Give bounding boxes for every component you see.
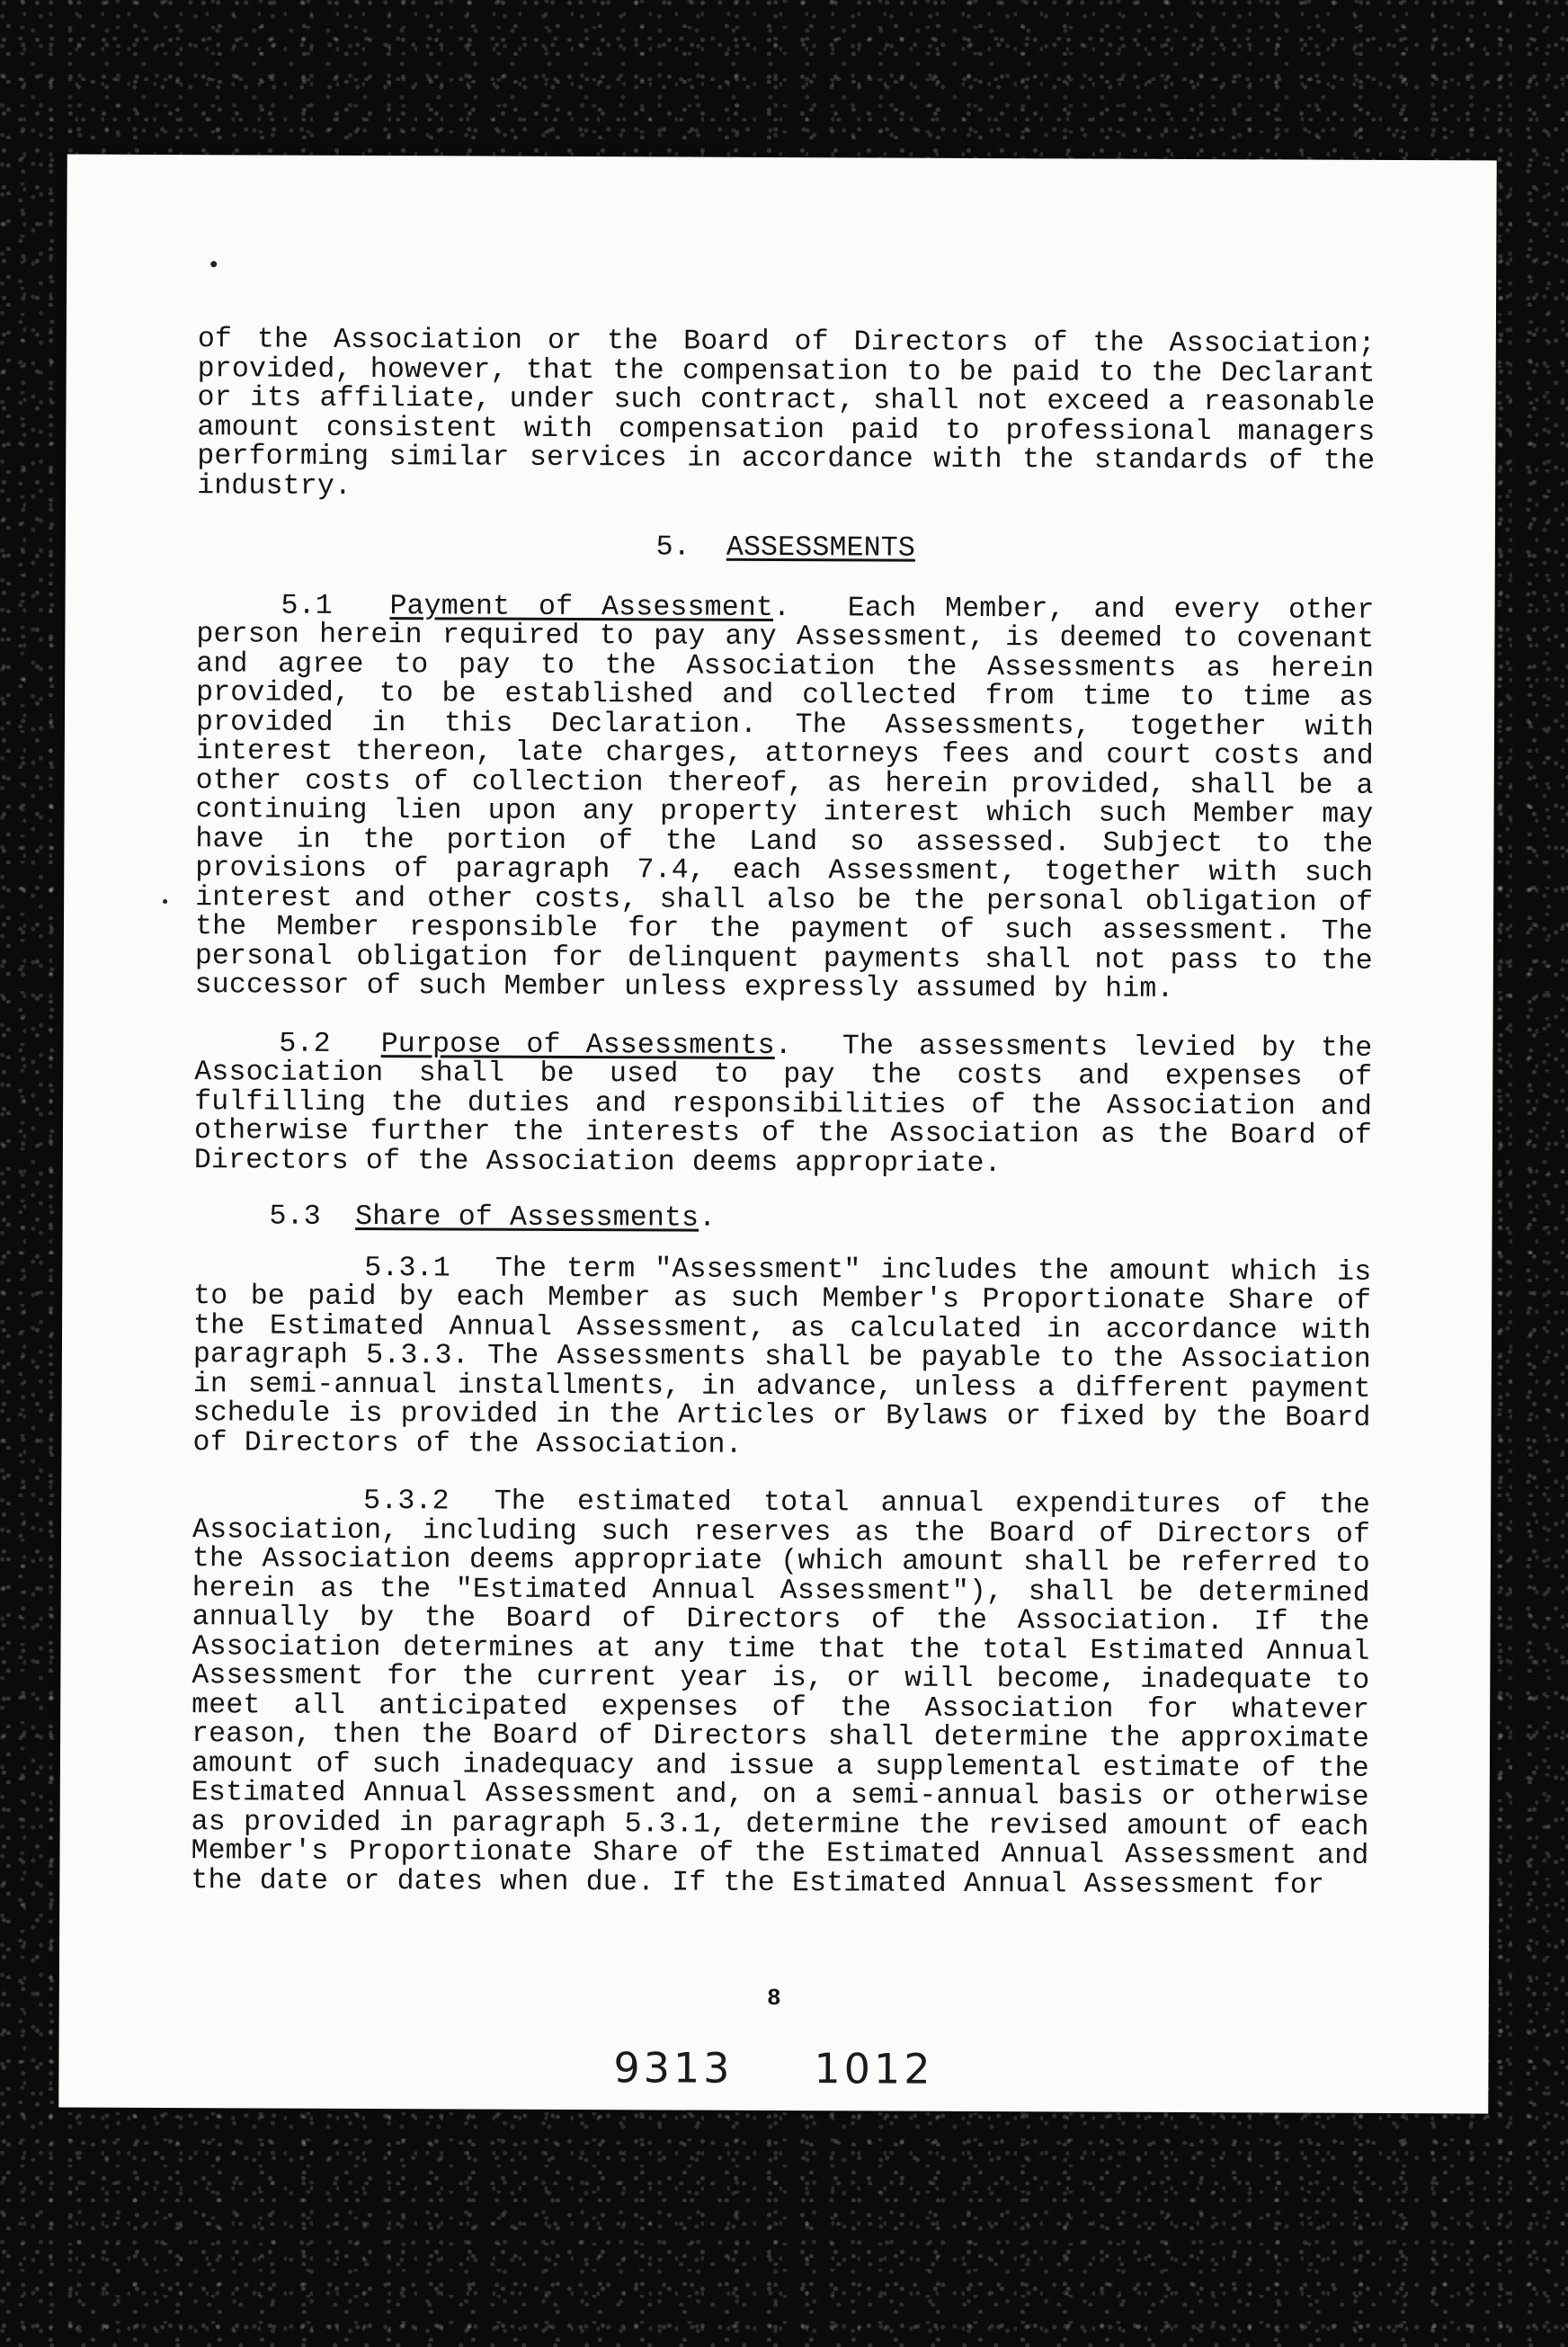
paragraph-5-3: 5.3 Share of Assessments.: [269, 1200, 717, 1235]
paragraph-5-3-1: [192, 1254, 1371, 1463]
stamp-page: 1012: [814, 2044, 934, 2093]
paragraph-heading: Share of Assessments: [355, 1200, 699, 1235]
paragraph-number: 5.1: [281, 590, 333, 622]
margin-mark: [163, 899, 167, 904]
paragraph-body: Each Member, and every other person herein required to pay any Assessment, is deemed to covenant and agree to pay to the Association the Assessments as herein provided, to be established and collected from time to time as provided in this Declaration. The Assessments, together with interest thereon, late charges, attorneys fees and court costs and other costs of collection thereof, as herein provided, shall be a continuing lien upon any property interest which such Member may have in the portion of the Land so assessed. Subject to the provisions of paragraph 7.4, each Assessment, together with such interest and other costs, shall also be the personal obligation of the Member responsible for the payment of such assessment. The personal obligation for delinquent payments shall not pass to the successor of such Member unless expressly assumed by him.: [194, 592, 1375, 1005]
section-number: 5.: [655, 531, 690, 564]
section-heading: [197, 531, 1375, 566]
margin-mark: [210, 261, 217, 267]
paragraph-body: The term "Assessment" includes the amount which is to be paid by each Member as such Member's Proportionate Share of the Estimated Annual Assessment, as calculated in accordance with paragraph 5.3.3. The Assessments shall be payable to the Association in semi-annual installments, in advance, unless a different payment schedule is provided in the Articles or Bylaws or fixed by the Board of Directors of the Association.: [192, 1253, 1372, 1461]
paragraph-heading: Purpose of Assessments: [380, 1028, 775, 1062]
paragraph-5-3-2: [191, 1486, 1370, 1901]
paragraph-body: The assessments levied by the Association shall be used to pay the costs and expenses of fulfilling the duties and responsibilities of the Association and otherwise further the interests of the Association as the Board of Directors of the Association deems appropriate.: [193, 1030, 1373, 1180]
intro-paragraph: of the Association or the Board of Directors of the Association; provided, however, that the compensation to be paid to the Declarant or its affiliate, under such contract, shall not exceed a reasonable amount consistent with compensation paid to professional managers performing similar services in accordance with the standards of the industry.: [197, 324, 1376, 503]
paragraph-heading: Payment of Assessment: [389, 590, 774, 624]
paragraph-5-2: 5.2 Purpose of Assessments. The assessments levied by the Association shall be used to pay the costs and expenses of fulfilling the duties and responsibilities of the Association and otherwise further the interests of the Association as the Board of Directors of the Association deems appropriate.: [193, 1028, 1373, 1180]
document-body: [191, 326, 1376, 1901]
section-title: ASSESSMENTS: [726, 531, 916, 565]
page-number: 8: [766, 1984, 781, 2012]
document-page: [58, 155, 1496, 2114]
paragraph-5-1: 5.1 Payment of Assessment. Each Member, and every other person herein required to pay any Assessment, is deemed to covenant and agree to pay to the Association the Assessments as herein provided, to be established and collected from time to time as provided in this Declaration. The Assessments, together with interest thereon, late charges, attorneys fees and court costs and other costs of collection thereof, as herein provided, shall be a continuing lien upon any property interest which such Member may have in the portion of the Land so assessed. Subject to the provisions of paragraph 7.4, each Assessment, together with such interest and other costs, shall also be the personal obligation of the Member responsible for the payment of such assessment. The personal obligation for delinquent payments shall not pass to the successor of such Member unless expressly assumed by him.: [194, 590, 1375, 1005]
stamp-book: 9313: [613, 2043, 734, 2093]
paragraph-number: 5.2: [279, 1028, 331, 1060]
paragraph-number: 5.3: [269, 1200, 321, 1233]
paragraph-number: 5.3.1: [364, 1252, 450, 1284]
paragraph-number: 5.3.2: [363, 1485, 450, 1518]
recording-stamp: [58, 2041, 1488, 2096]
paragraph-body: The estimated total annual expenditures of the Association, including such reserves as the Board of Directors of the Association deems appropriate (which amount shall be referred to herein as the "Estimated Annual Assessment"), shall be determined annually by the Board of Directors of the Association. If the Association determines at any time that the total Estimated Annual Assessment for the current year is, or will become, inadequate to meet all anticipated expenses of the Association for whatever reason, then the Board of Directors shall determine the approximate amount of such inadequacy and issue a supplemental estimate of the Estimated Annual Assessment and, on a semi-annual basis or otherwise as provided in paragraph 5.3.1, determine the revised amount of each Member's Proportionate Share of the Estimated Annual Assessment and the date or dates when due. If the Estimated Annual Assessment for: [191, 1486, 1371, 1902]
